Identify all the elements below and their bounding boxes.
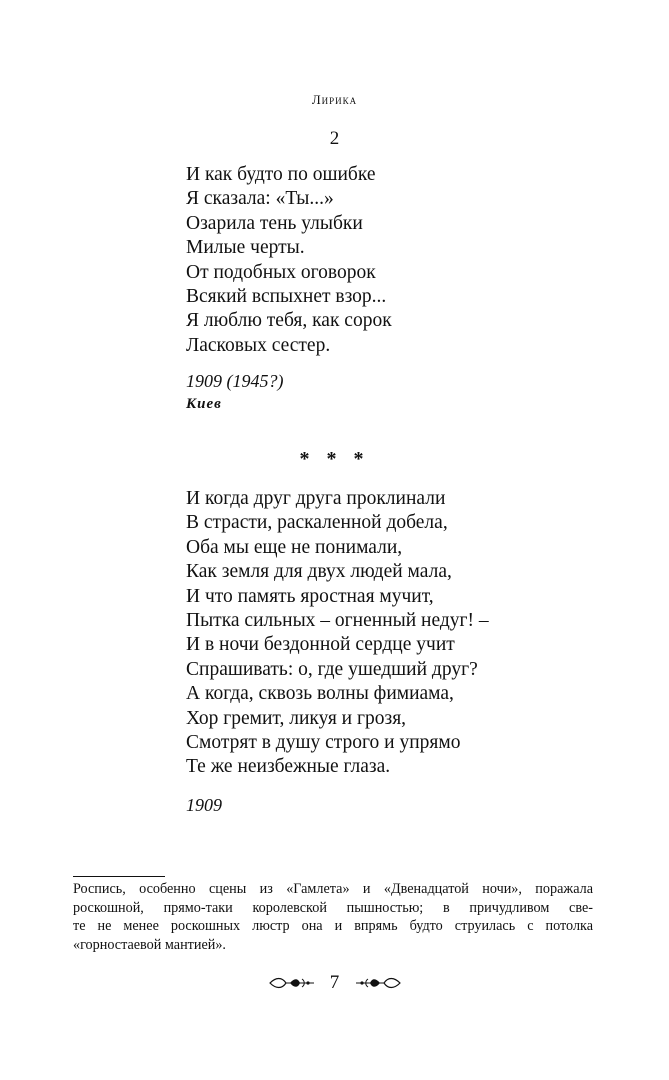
footnote-divider (73, 876, 165, 877)
poem-line: Смотрят в душу строго и упрямо (186, 731, 461, 753)
poem-line: Пытка сильных – огненный недуг! – (186, 609, 489, 631)
footnote-line: те не менее роскошных люстр она и впрямь будто струилась с потолка (73, 918, 593, 935)
poem-line: Ласковых сестер. (186, 334, 331, 356)
poem-number: 2 (329, 128, 340, 149)
poem-line: И когда друг друга проклинали (186, 488, 446, 509)
footnote (73, 880, 593, 955)
poem-line: И что память яростная мучит, (186, 585, 434, 607)
poem-line: Всякий вспыхнет взор... (186, 285, 387, 307)
poem-2-date: 1909 (186, 795, 222, 815)
running-header: Лирика (311, 92, 358, 107)
poem-line: Милые черты. (186, 237, 305, 259)
poem-line: Спрашивать: о, где ушедший друг? (186, 658, 478, 680)
poem-line: В страсти, раскаленной добела, (186, 512, 448, 534)
footnote-line: «горностаевой мантией». (73, 937, 226, 954)
section-separator: * * * (299, 448, 370, 470)
footnote-line: роскошной, прямо-таки королевской пышностью; в причудливом све- (73, 899, 593, 916)
poem-line: От подобных оговорок (186, 261, 376, 283)
poem-line: Хор гремит, ликуя и грозя, (186, 707, 407, 729)
poem-1-place: Киев (186, 396, 222, 412)
poem-1-text (186, 163, 392, 358)
poem-line: И как будто по ошибке (186, 164, 376, 185)
poem-1-date: 1909 (1945?) (186, 371, 284, 391)
poem-line: Озарила тень улыбки (186, 212, 363, 234)
poem-line: Те же неизбежные глаза. (186, 756, 391, 778)
poem-line: Как земля для двух людей мала, (186, 561, 452, 583)
poem-line: Я люблю тебя, как сорок (186, 310, 392, 332)
poem-line: И в ночи бездонной сердце учит (186, 634, 455, 656)
flourish-right-icon (354, 974, 402, 992)
page-number: 7 (329, 972, 340, 993)
poem-2-text (186, 487, 489, 780)
page-footer (0, 972, 669, 994)
poem-line: Оба мы еще не понимали, (186, 536, 403, 558)
poem-line: Я сказала: «Ты...» (186, 188, 334, 210)
flourish-left-icon (268, 974, 316, 992)
poem-line: А когда, сквозь волны фимиама, (186, 683, 454, 705)
footnote-line: Роспись, особенно сцены из «Гамлета» и «Двенадцатой ночи», поражала (73, 881, 593, 897)
